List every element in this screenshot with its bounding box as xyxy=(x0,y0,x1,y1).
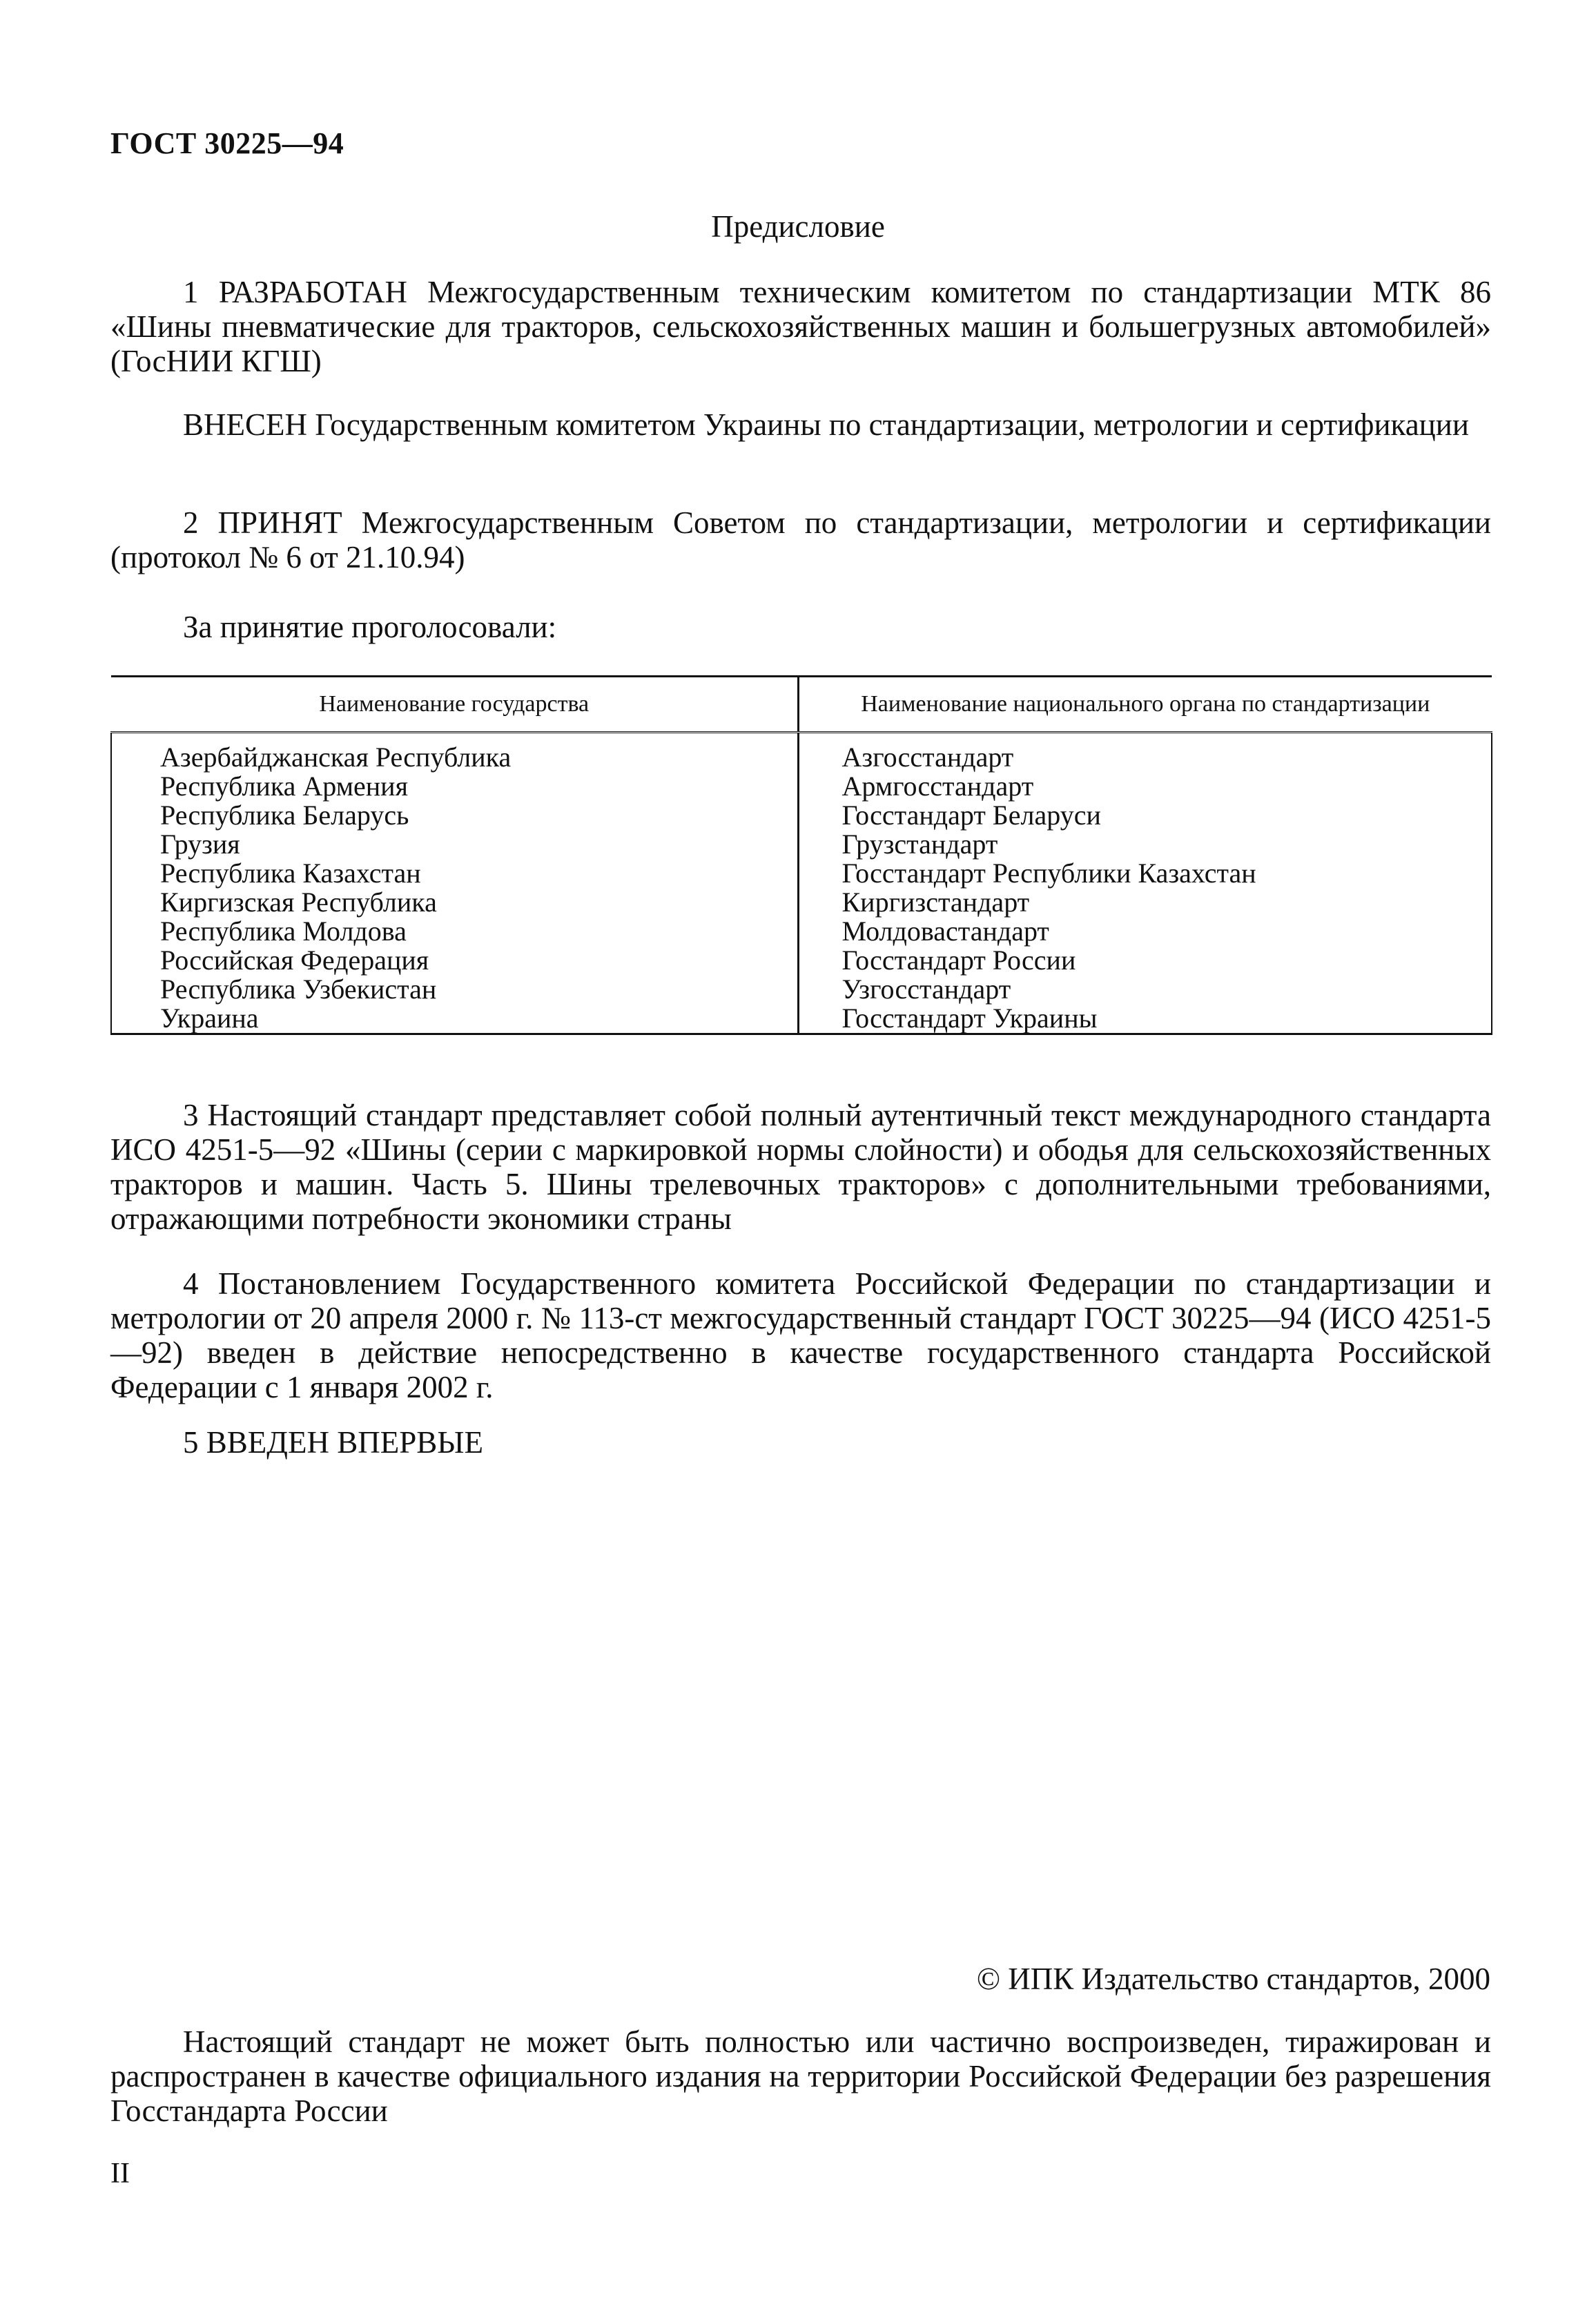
table-row xyxy=(111,975,1492,1004)
paragraph-2-adopted: 2 ПРИНЯТ Межгосударственным Советом по стандартизации, метрологии и сертификации (протокол № 6 от 21.10.94) xyxy=(110,505,1491,574)
standards-body-name: Армгосстандарт xyxy=(798,772,1492,801)
preface-title: Предисловие xyxy=(711,209,885,244)
document-id: ГОСТ 30225—94 xyxy=(110,126,344,160)
vote-label: За принятие проголосовали: xyxy=(183,610,557,644)
standards-body-name: Молдовастандарт xyxy=(798,917,1492,946)
state-name: Российская Федерация xyxy=(111,946,798,975)
standards-body-name: Азгосстандарт xyxy=(798,733,1492,773)
standards-body-name: Госстандарт России xyxy=(798,946,1492,975)
paragraph-1-developed: 1 РАЗРАБОТАН Межгосударственным техническим комитетом по стандартизации МТК 86 «Шины пневматические для тракторов, сельскохозяйственных машин и большегрузных автомобилей» (ГосНИИ КГШ) xyxy=(110,275,1491,378)
table-row xyxy=(111,917,1492,946)
state-name: Республика Армения xyxy=(111,772,798,801)
reproduction-notice: Настоящий стандарт не может быть полностью или частично воспроизведен, тиражирован и распространен в качестве официального издания на территории Российской Федерации без разрешения Госстандарта России xyxy=(110,2024,1491,2128)
table-row xyxy=(111,888,1492,917)
state-name: Республика Молдова xyxy=(111,917,798,946)
paragraph-3-authentic-text: 3 Настоящий стандарт представляет собой полный аутентичный текст международного стандарта ИСО 4251-5—92 «Шины (серии с маркировкой нормы слойности) и ободья для сельскохозяйственных тракторов и машин. Часть 5. Шины трелевочных тракторов» с дополнительными требованиями, отражающими потребности экономики страны xyxy=(110,1098,1491,1236)
standards-body-name: Узгосстандарт xyxy=(798,975,1492,1004)
state-name: Республика Беларусь xyxy=(111,801,798,830)
table-row xyxy=(111,1004,1492,1034)
state-name: Республика Казахстан xyxy=(111,859,798,888)
column-header-state: Наименование государства xyxy=(111,677,798,733)
table-header-row xyxy=(111,677,1492,733)
standards-body-name: Госстандарт Республики Казахстан xyxy=(798,859,1492,888)
table-row xyxy=(111,772,1492,801)
paragraph-1-submitted: ВНЕСЕН Государственным комитетом Украины по стандартизации, метрологии и сертификации xyxy=(183,407,1469,442)
standards-body-name: Грузстандарт xyxy=(798,830,1492,859)
copyright-notice: © ИПК Издательство стандартов, 2000 xyxy=(976,1962,1490,1996)
table-row xyxy=(111,733,1492,773)
table-row xyxy=(111,859,1492,888)
state-name: Азербайджанская Республика xyxy=(111,733,798,773)
paragraph-5-introduced: 5 ВВЕДЕН ВПЕРВЫЕ xyxy=(183,1425,483,1460)
paragraph-4-resolution: 4 Постановлением Государственного комитета Российской Федерации по стандартизации и метрологии от 20 апреля 2000 г. № 113-ст межгосударственный стандарт ГОСТ 30225—94 (ИСО 4251-5—92) введен в действие непосредственно в качестве государственного стандарта Российской Федерации с 1 января 2002 г. xyxy=(110,1266,1491,1404)
table-row xyxy=(111,830,1492,859)
table-row xyxy=(111,946,1492,975)
state-name: Республика Узбекистан xyxy=(111,975,798,1004)
state-name: Грузия xyxy=(111,830,798,859)
voting-states-table xyxy=(110,675,1492,1035)
state-name: Украина xyxy=(111,1004,798,1034)
standards-body-name: Госстандарт Украины xyxy=(798,1004,1492,1034)
column-header-standards-body: Наименование национального органа по стандартизации xyxy=(798,677,1492,733)
page-number: II xyxy=(110,2158,130,2189)
state-name: Киргизская Республика xyxy=(111,888,798,917)
standards-body-name: Госстандарт Беларуси xyxy=(798,801,1492,830)
standards-body-name: Киргизстандарт xyxy=(798,888,1492,917)
table-row xyxy=(111,801,1492,830)
